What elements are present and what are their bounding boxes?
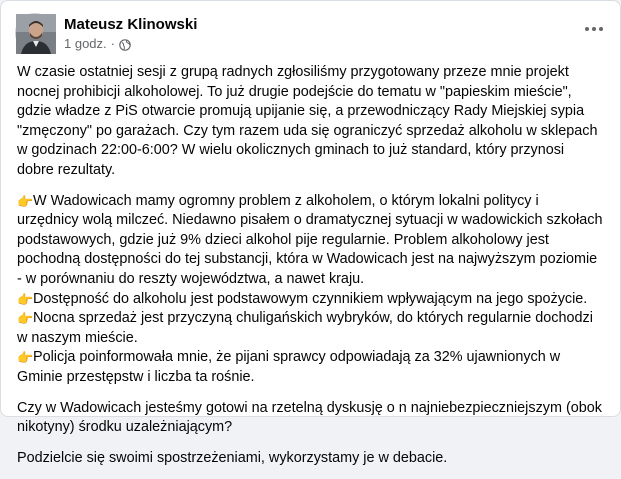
pointing-hand-icon: 👉 [17,291,34,307]
bullet-text: W Wadowicach mamy ogromny problem z alkoholem, o którym lokalni politycy i urzędnicy wolą milczeć. Niedawno pisałem o dramatycznej sytuacji w wadowickich szkołach podstawowych, gdzie już 9% dzieci alkohol pije regularnie. Problem alkoholowy jest pochodną dostępności do tej substancji, która w Wadowicach jest na najwyższym poziomie - w porównaniu do reszty województwa, a nawet kraju. [17,192,603,287]
avatar[interactable] [15,13,55,53]
more-options-icon[interactable] [582,17,606,41]
pointing-hand-icon: 👉 [17,350,34,366]
post-meta [64,15,197,52]
bullet-item [17,290,604,310]
author-name[interactable]: Mateusz Klinowski [64,16,198,33]
bullet-text: Policja poinformowała mnie, że pijani sprawcy odpowiadają za 32% ujawnionych w Gminie przestępstw i liczba ta rośnie. [17,349,561,385]
bullet-item [17,309,604,348]
separator-dot: · [110,36,115,51]
post-subline [64,35,197,52]
post-body [17,63,604,479]
post-paragraph: Podzielcie się swoimi spostrzeżeniami, wykorzystamy je w debacie. [17,449,448,466]
post-paragraph: W czasie ostatniej sesji z grupą radnych zgłosiliśmy przygotowany przeze mnie projekt nocnej prohibicji alkoholowej. To już drugie podejście do tematu w "papieskim mieście", gdzie władze z PiS otwarcie promują upijanie się, a przewodniczący Rady Miejskiej sypia "zmęczony" po garażach. Czy tym razem uda się ograniczyć sprzedaż alkoholu w sklepach w godzinach 22:00-6:00? W wielu okolicznych gminach to już standard, który przynosi dobre rezultaty. [17,64,598,178]
globe-icon[interactable] [119,38,131,50]
post-header [15,13,197,53]
bullet-text: Nocna sprzedaż jest przyczyną chuligańskich wybryków, do których regularnie dochodzi w naszym mieście. [17,310,593,346]
bullet-item [17,348,604,387]
bullet-text: Dostępność do alkoholu jest podstawowym czynnikiem wpływającym na jego spożycie. [33,290,588,307]
avatar-image [16,14,56,54]
post-timestamp[interactable]: 1 godz. [64,36,107,51]
pointing-hand-icon: 👉 [17,311,34,327]
post-paragraph: Czy w Wadowicach jesteśmy gotowi na rzetelną dyskusję o n najniebezpieczniejszym (obok nikotyny) środku uzależniającym? [17,399,602,436]
pointing-hand-icon: 👉 [17,193,34,209]
bullet-item [17,192,604,290]
bullet-list [17,192,604,388]
